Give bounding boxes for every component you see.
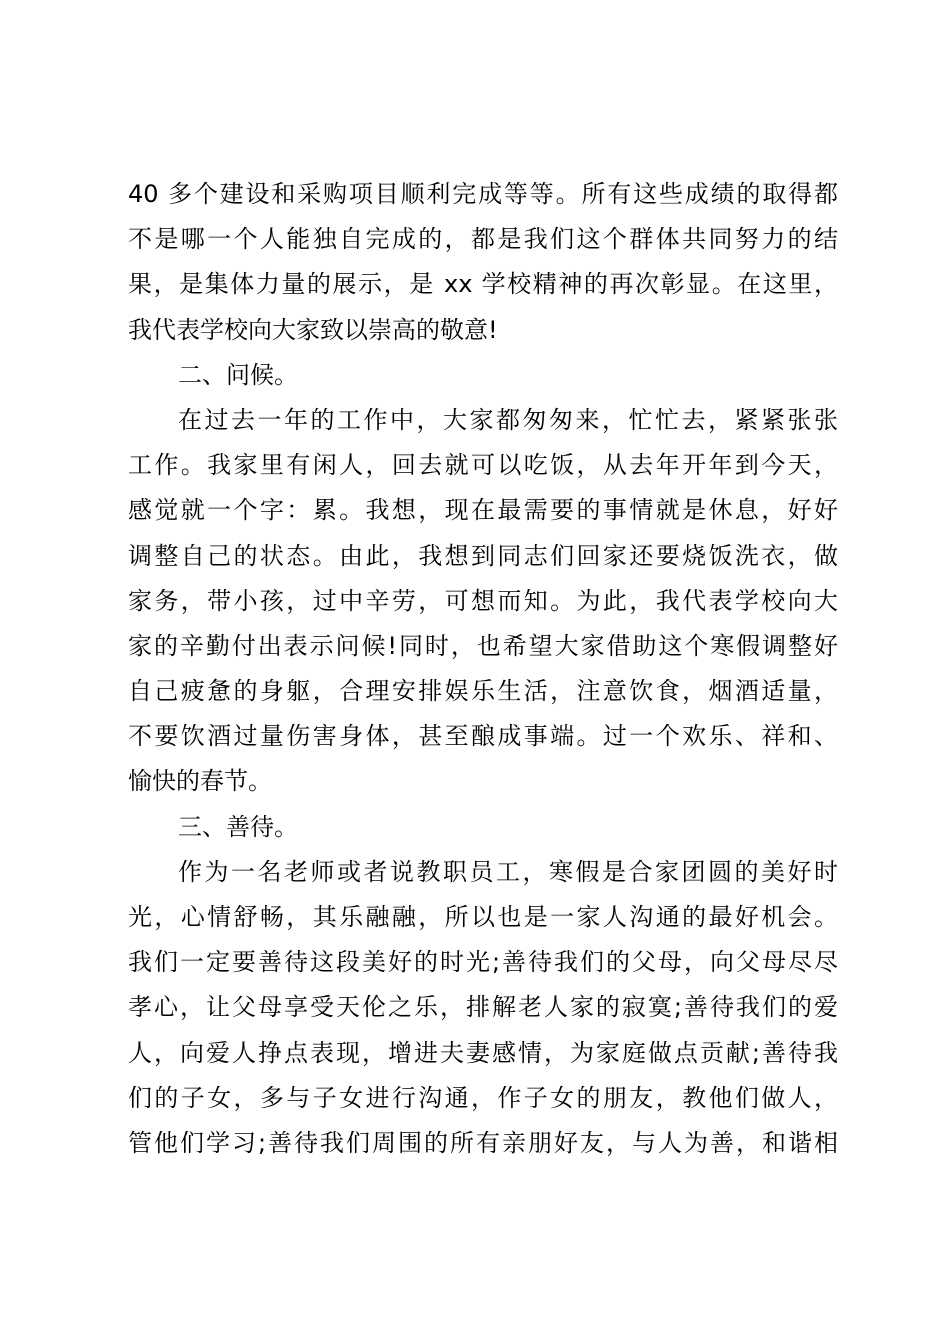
section-heading-greeting: 二、问候。: [178, 360, 298, 389]
paragraph-line: 自己疲惫的身躯，合理安排娱乐生活，注意饮食，烟酒适量，: [128, 677, 838, 706]
paragraph-line: 光，心情舒畅，其乐融融，所以也是一家人沟通的最好机会。: [128, 903, 838, 931]
paragraph-line: 工作。我家里有闲人，回去就可以吃饭，从去年开年到今天，: [128, 451, 838, 480]
document-body: [128, 172, 838, 1166]
paragraph-line: 愉快的春节。: [128, 767, 272, 796]
paragraph-line: 在过去一年的工作中，大家都匆匆来，忙忙去，紧紧张张: [178, 405, 838, 434]
paragraph-line: 们的子女，多与子女进行沟通，作子女的朋友，教他们做人，: [128, 1083, 838, 1112]
paragraph-line: 40 多个建设和采购项目顺利完成等等。所有这些成绩的取得都: [128, 180, 838, 208]
paragraph-line: 不要饮酒过量伤害身体，甚至酿成事端。过一个欢乐、祥和、: [128, 722, 838, 751]
paragraph-line: 孝心，让父母享受天伦之乐，排解老人家的寂寞;善待我们的爱: [128, 993, 838, 1022]
paragraph-line: 果，是集体力量的展示，是 xx 学校精神的再次彰显。在这里，: [128, 270, 838, 299]
paragraph-line: 我代表学校向大家致以崇高的敬意!: [128, 315, 498, 344]
paragraph-line: 我们一定要善待这段美好的时光;善待我们的父母，向父母尽尽: [128, 948, 838, 977]
paragraph-line: 作为一名老师或者说教职员工，寒假是合家团圆的美好时: [178, 857, 838, 886]
paragraph-line: 人，向爱人挣点表现，增进夫妻感情，为家庭做点贡献;善待我: [128, 1038, 838, 1067]
paragraph-line: 家务，带小孩，过中辛劳，可想而知。为此，我代表学校向大: [128, 586, 838, 615]
section-heading-kindness: 三、善待。: [178, 812, 298, 841]
paragraph-line: 管他们学习;善待我们周围的所有亲朋好友，与人为善，和谐相: [128, 1128, 838, 1157]
paragraph-line: 调整自己的状态。由此，我想到同志们回家还要烧饭洗衣，做: [128, 541, 838, 570]
paragraph-line: 不是哪一个人能独自完成的，都是我们这个群体共同努力的结: [128, 225, 838, 254]
paragraph-line: 家的辛勤付出表示问候!同时，也希望大家借助这个寒假调整好: [128, 631, 838, 660]
paragraph-line: 感觉就一个字：累。我想，现在最需要的事情就是休息，好好: [128, 496, 838, 525]
